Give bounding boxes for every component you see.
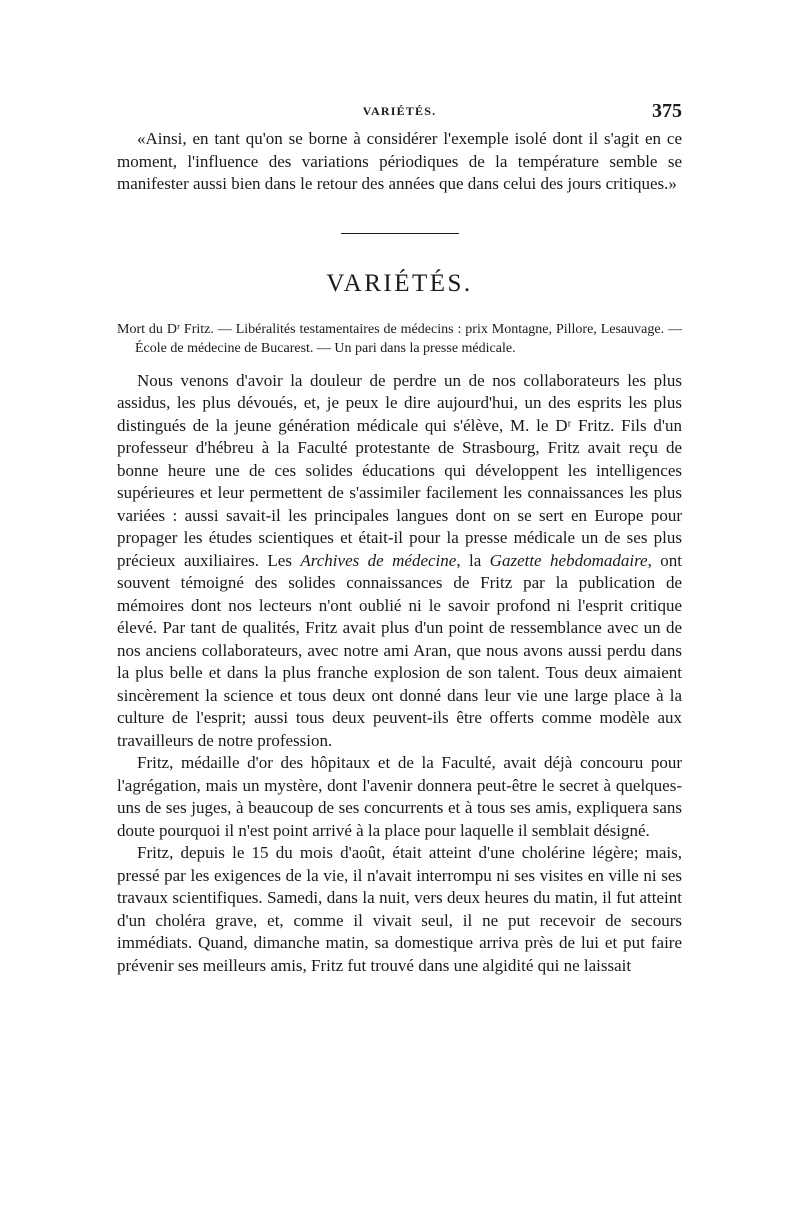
intro-quote-paragraph: «Ainsi, en tant qu'on se borne à considérer l'exemple isolé dont il s'agit en ce moment, l'influence des variations périodiques de la température semble se manifester aussi bien dans le retour des années que dans celui des jours critiques.»	[117, 129, 682, 193]
running-header	[117, 100, 682, 128]
paragraph-1-text-a: Nous venons d'avoir la douleur de perdre un de nos collaborateurs les plus assidus, les plus dévoués, et, je peux le dire aujourd'hui, un des esprits les plus distingués de la jeune génération médicale qui s'élève, M. le Dʳ Fritz. Fils d'un professeur d'hébreu à la Faculté protestante de Strasbourg, Fritz avait reçu de bonne heure une de ces solides éducations qui développent les intelligences supérieures et leur permettent de s'assimiler facilement les connaissances les plus variées : aussi savait-il les principales langues dont on se sert en Europe pour propager les études scientiques et était-il pour la presse médicale un de ses plus précieux auxiliaires. Les	[117, 370, 682, 570]
running-title: VARIÉTÉS.	[362, 104, 437, 118]
journal-title-gazette: Gazette hebdomadaire	[489, 550, 648, 570]
summary-block	[117, 320, 682, 358]
paragraph-1-text-c: , ont souvent témoigné des solides connaissances de Fritz par la publication de mémoires dont nos lecteurs n'ont oublié ni le savoir profond ni l'esprit critique élevé. Par tant de qualités, Fritz avait plus d'un point de ressemblance avec un de nos anciens collaborateurs, avec notre ami Aran, que nous avons aussi perdu dans la plus belle et dans la plus franche explosion de son talent. Tous deux aimaient sincèrement la science et tous deux ont donné dans leur vie une large place à la culture de l'esprit; aussi tous deux peuvent-ils être offerts comme modèle aux travailleurs de notre profession.	[117, 550, 683, 750]
journal-title-archives: Archives de médecine	[300, 550, 457, 570]
paragraph-1	[117, 370, 682, 753]
paragraph-1-text-b: , la	[456, 550, 490, 570]
paragraph-2: Fritz, médaille d'or des hôpitaux et de la Faculté, avait déjà concouru pour l'agrégation, mais un mystère, dont l'avenir donnera peut-être le secret à quelques-uns de ses juges, à beaucoup de ses concurrents et à tous ses amis, expliquera sans doute pourquoi il n'est point arrivé à la place pour laquelle il semblait désigné.	[117, 753, 682, 840]
paragraph-3: Fritz, depuis le 15 du mois d'août, était atteint d'une cholérine légère; mais, pressé par les exigences de la vie, il n'avait interrompu ni ses visites en ville ni ses travaux scientifiques. Samedi, dans la nuit, vers deux heures du matin, il fut atteint d'un choléra grave, et, comme il vivait seul, il ne put recevoir de secours immédiats. Quand, dimanche matin, sa domestique arriva près de lui et put faire prévenir ses meilleurs amis, Fritz fut trouvé dans une algidité qui ne laissait	[117, 843, 682, 975]
page	[117, 100, 682, 977]
page-number: 375	[652, 100, 682, 122]
section-divider	[341, 233, 459, 234]
section-summary: Mort du Dʳ Fritz. — Libéralités testamentaires de médecins : prix Montagne, Pillore, Lesauvage. — École de médecine de Bucarest. — Un pari dans la presse médicale.	[117, 321, 682, 356]
section-title: VARIÉTÉS.	[326, 269, 473, 297]
